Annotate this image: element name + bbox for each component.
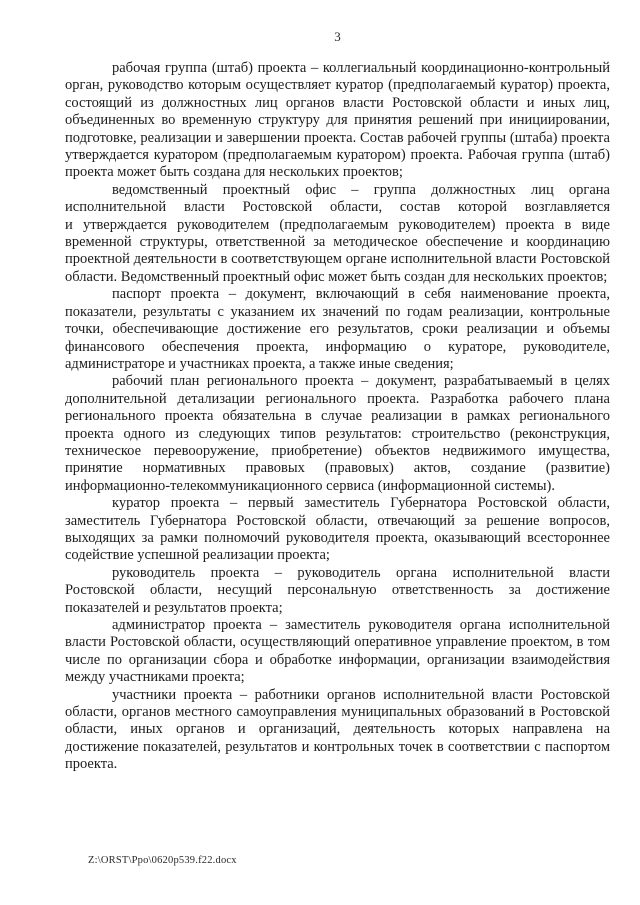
- paragraph: ведомственный проектный офис – группа должностных лиц органа исполнительной власти Ростовской области, состав которой возглавляется и утверждается руководителем (предполагаемым руководителем) проекта в виде временной структуры, ответственной за методическое обеспечение и координацию проектной деятельности в соответствующем органе исполнительной власти Ростовской области. Ведомственный проектный офис может быть создан для нескольких проектов;: [65, 181, 610, 285]
- footer-file-path: Z:\ORST\Ppo\0620p539.f22.docx: [88, 855, 237, 866]
- page-number: 3: [334, 29, 341, 44]
- paragraph: рабочая группа (штаб) проекта – коллегиальный координационно-контрольный орган, руководство которым осуществляет куратор (предполагаемый куратор) проекта, состоящий из должностных лиц органов власти Ростовской области и иных лиц, объединенных во временную структуру для принятия решений при инициировании, подготовке, реализации и завершении проекта. Состав рабочей группы (штаба) проекта утверждается куратором (предполагаемым куратором) проекта. Рабочая группа (штаб) проекта может быть создана для нескольких проектов;: [65, 60, 610, 181]
- paragraph: администратор проекта – заместитель руководителя органа исполнительной власти Ростовской области, осуществляющий оперативное управление проектом, в том числе по организации сбора и обработке информации, организации взаимодействия между участниками проекта;: [65, 617, 610, 686]
- document-body: [65, 60, 610, 774]
- paragraph: руководитель проекта – руководитель органа исполнительной власти Ростовской области, несущий персональную ответственность за достижение показателей и результатов проекта;: [65, 564, 610, 616]
- paragraph: рабочий план регионального проекта – документ, разрабатываемый в целях дополнительной детализации регионального проекта. Разработка рабочего плана регионального проекта обязательна в случае реализации в рамках регионального проекта одного из следующих типов результатов: строительство (реконструкция, техническое перевооружение, приобретение) объектов недвижимого имущества, принятие нормативных правовых (правовых) актов, создание (развитие) информационно-телекоммуникационного сервиса (информационной системы).: [65, 373, 610, 494]
- paragraph: куратор проекта – первый заместитель Губернатора Ростовской области, заместитель Губернатора Ростовской области, отвечающий за решение вопросов, выходящих за рамки полномочий руководителя проекта, оказывающий всестороннее содействие успешной реализации проекта;: [65, 495, 610, 564]
- paragraph: паспорт проекта – документ, включающий в себя наименование проекта, показатели, результаты с указанием их значений по годам реализации, контрольные точки, обеспечивающие достижение его результатов, сроки реализации и объемы финансового обеспечения проекта, информацию о кураторе, руководителе, администраторе и участниках проекта, а также иные сведения;: [65, 286, 610, 372]
- paragraph: участники проекта – работники органов исполнительной власти Ростовской области, органов местного самоуправления муниципальных образований в Ростовской области, иных органов и организаций, деятельность которых направлена на достижение показателей, результатов и контрольных точек в соответствии с паспортом проекта.: [65, 686, 610, 773]
